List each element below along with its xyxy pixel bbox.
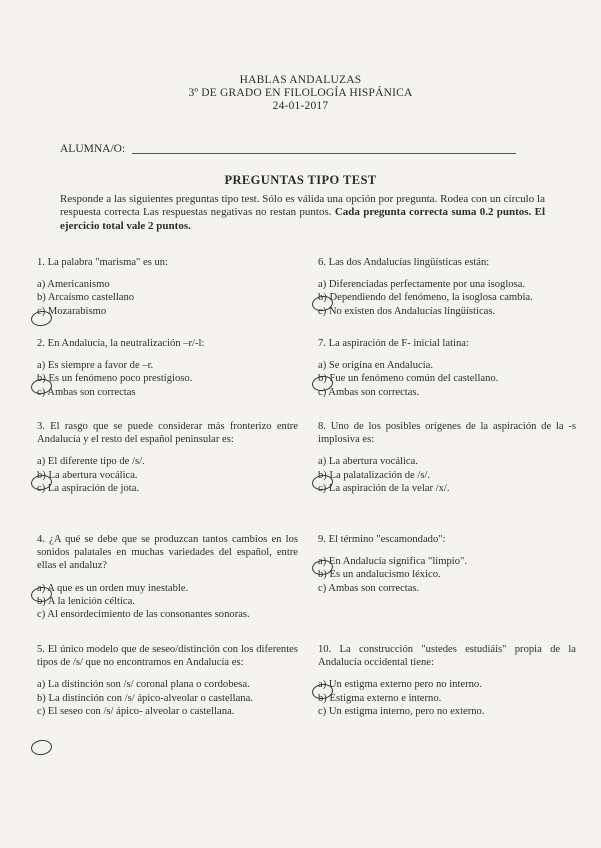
option-c[interactable]: c) La aspiración de la velar /x/. — [318, 482, 450, 494]
student-name-line — [132, 153, 516, 154]
option-b[interactable]: b) Arcaísmo castellano — [37, 292, 135, 304]
option-a[interactable]: a) Se origina en Andalucía. — [318, 360, 434, 372]
question-stem: 3. El rasgo que se puede considerar más fronterizo entre Andalucía y el resto del español peninsular es: — [37, 421, 298, 446]
option-b[interactable]: b) A la lenición céltica. — [37, 595, 135, 607]
option-a[interactable]: a) Americanismo — [37, 279, 110, 291]
option-a[interactable]: a) Diferenciadas perfectamente por una isoglosa. — [318, 279, 526, 291]
exam-date: 24-01-2017 — [272, 100, 329, 112]
student-label: ALUMNA/O: — [60, 143, 126, 155]
option-a[interactable]: a) A que es un orden muy inestable. — [37, 582, 189, 594]
question-3 — [37, 420, 298, 495]
option-c[interactable]: c) Ambas son correctas — [37, 386, 136, 398]
option-b[interactable]: b) Dependiendo del fenómeno, la isoglosa cambia. — [318, 292, 533, 304]
section-title: PREGUNTAS TIPO TEST — [224, 173, 377, 187]
option-b[interactable]: b) La distinción con /s/ ápico-alveolar o castellana. — [37, 692, 253, 704]
option-c[interactable]: c) Ambas son correctas. — [318, 386, 420, 398]
option-c[interactable]: c) El seseo con /s/ ápico- alveolar o castellana. — [37, 705, 235, 717]
question-stem: 5. El único modelo que de seseo/distinción con los diferentes tipos de /s/ que no encontramos en Andalucía es: — [37, 644, 298, 669]
question-2 — [37, 337, 298, 399]
option-b[interactable]: b) Fue un fenómeno común del castellano. — [318, 373, 499, 385]
option-a[interactable]: a) En Andalucía significa "limpio". — [318, 556, 467, 568]
option-c[interactable]: c) Al ensordecimiento de las consonantes sonoras. — [37, 609, 250, 621]
question-10 — [318, 643, 576, 718]
option-c[interactable]: c) La aspiración de jota. — [37, 482, 140, 494]
instructions-scoring: Cada pregunta correcta suma 0.2 puntos. El ejercicio total vale 2 puntos. — [60, 206, 546, 232]
course-name: 3º DE GRADO EN FILOLOGÍA HISPÁNICA — [188, 87, 413, 99]
option-b[interactable]: b) Estigma externo e interno. — [318, 692, 442, 704]
question-8 — [318, 420, 576, 495]
option-a[interactable]: a) La distinción son /s/ coronal plana o cordobesa. — [37, 679, 250, 691]
answer-circle-q1 — [30, 310, 53, 328]
question-stem: 9. El término "escamondado": — [318, 534, 446, 545]
question-5 — [37, 643, 298, 718]
option-a[interactable]: a) Es siempre a favor de –r. — [37, 360, 154, 372]
question-stem: 7. La aspiración de F- inicial latina: — [318, 338, 469, 349]
option-c[interactable]: c) No existen dos Andalucías lingüísticas. — [318, 305, 496, 317]
question-6 — [318, 256, 576, 318]
question-stem: 2. En Andalucía, la neutralización –r/-l: — [37, 338, 205, 349]
question-stem: 4. ¿A qué se debe que se produzcan tantos cambios en los sonidos palatales en muchas variedades del español, entre ellas el andaluz? — [37, 534, 298, 572]
question-stem: 6. Las dos Andalucías lingüísticas están: — [318, 257, 490, 268]
option-c[interactable]: c) Mozarabismo — [37, 305, 107, 317]
question-9 — [318, 533, 576, 595]
answer-circle-q5 — [30, 739, 53, 757]
question-stem: 1. La palabra "marisma" es un: — [37, 257, 169, 268]
question-1 — [37, 256, 298, 318]
option-b[interactable]: b) La palatalización de /s/. — [318, 469, 431, 481]
instructions-text: Responde a las siguientes preguntas tipo test. Sólo es válida una opción por pregunta. Rodea con un círculo la respuesta correcta Las respuestas negativas no restan puntos. — [60, 193, 545, 219]
question-7 — [318, 337, 576, 399]
option-b[interactable]: b) Es un fenómeno poco prestigioso. — [37, 373, 193, 385]
option-a[interactable]: a) La abertura vocálica. — [318, 456, 418, 468]
option-c[interactable]: c) Ambas son correctas. — [318, 582, 420, 594]
instructions — [60, 193, 545, 233]
option-a[interactable]: a) El diferente tipo de /s/. — [37, 456, 145, 468]
question-4 — [37, 533, 298, 621]
option-a[interactable]: a) Un estigma externo pero no interno. — [318, 679, 482, 691]
option-b[interactable]: b) La abertura vocálica. — [37, 469, 138, 481]
question-stem: 8. Uno de los posibles orígenes de la aspiración de la -s implosiva es: — [318, 421, 576, 446]
exam-title: HABLAS ANDALUZAS — [239, 74, 362, 86]
option-c[interactable]: c) Un estigma interno, pero no externo. — [318, 705, 485, 717]
question-stem: 10. La construcción "ustedes estudiáis" propia de la Andalucía occidental tiene: — [318, 644, 576, 669]
option-b[interactable]: b) Es un andalucismo léxico. — [318, 569, 441, 581]
